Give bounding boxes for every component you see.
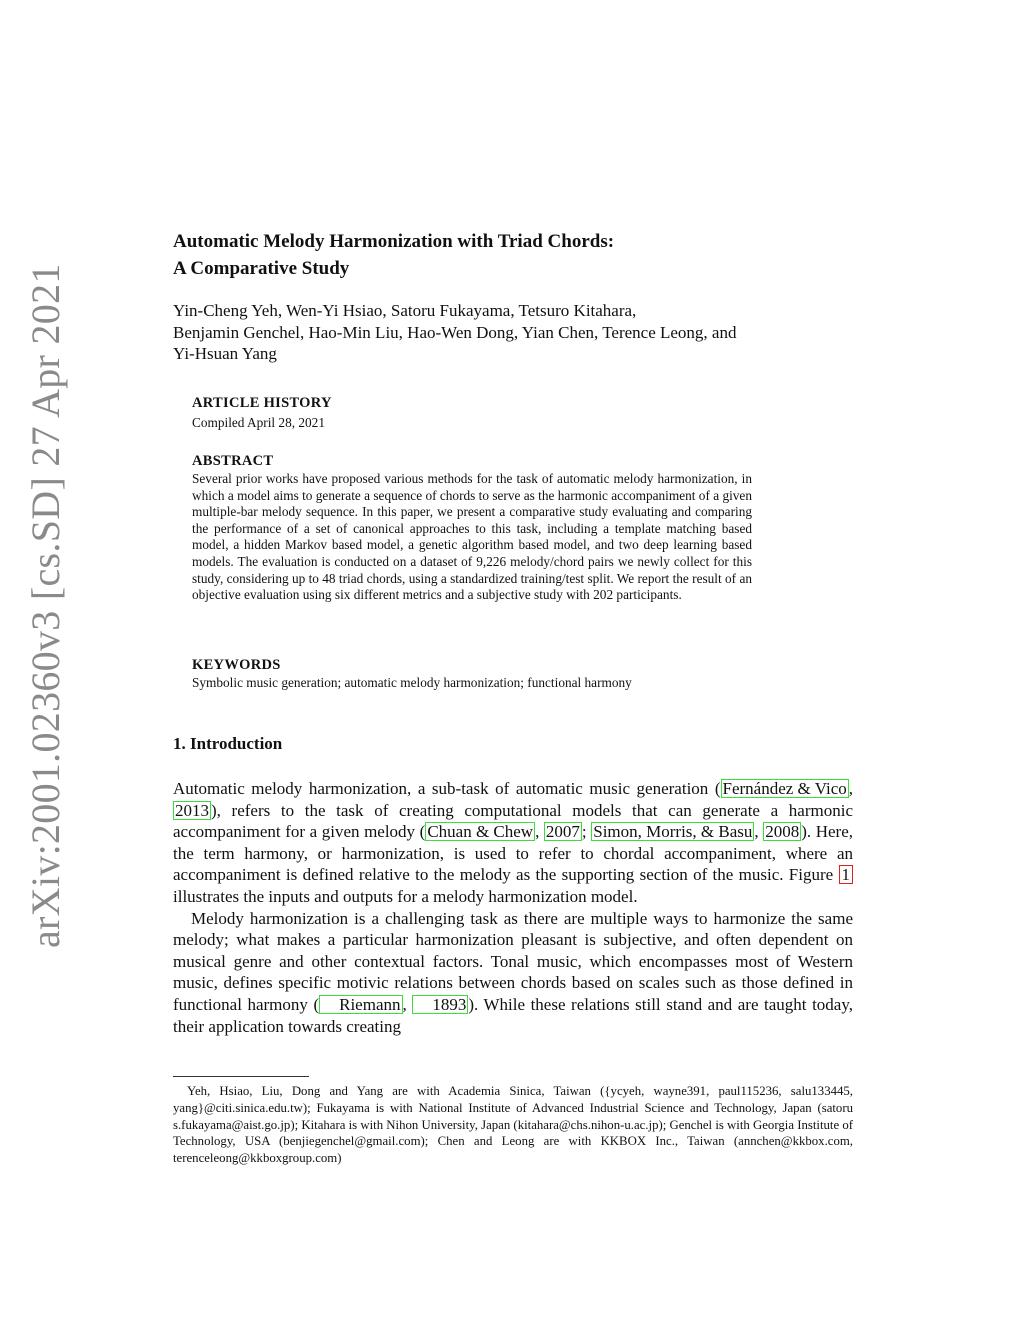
footnote-divider [173,1076,309,1077]
figure-link[interactable]: 1 [839,865,854,884]
text-run: , [535,822,544,842]
author-affiliation-footnote: Yeh, Hsiao, Liu, Dong and Yang are with Academia Sinica, Taiwan ({ycyeh, wayne391, paul115236, salu133445, yang}@citi.sinica.edu.tw); Fukayama is with National Institute of Advanced Industrial Science and Technology, Japan (satoru s.fukayama@aist.go.jp); Kitahara is with Nihon University, Japan (kitahara@chs.nihon-u.ac.jp); Genchel is with Georgia Institute of Technology, USA (benjiegenchel@gmail.com); Chen and Leong are with KKBOX Inc., Taiwan (annchen@kkbox.com, terenceleong@kkboxgroup.com) [173,1084,853,1166]
citation-link[interactable]: Riemann [319,995,402,1014]
introduction-heading: 1. Introduction [173,734,283,753]
intro-paragraph-1 [173,778,853,908]
keywords-heading: KEYWORDS [192,657,281,673]
authors-line-3: Yi-Hsuan Yang [173,344,277,363]
citation-link[interactable]: 2007 [545,822,580,842]
citation-link[interactable]: Chuan & Chew [427,822,534,842]
abstract-text: Several prior works have proposed various methods for the task of automatic melody harmonization, in which a model aims to generate a sequence of chords to serve as the harmonic accompaniment of a given multiple-bar melody sequence. In this paper, we present a comparative study evaluating and comparing the performance of a set of canonical approaches to this task, including a template matching based model, a hidden Markov based model, a genetic algorithm based model, and two deep learning based models. The evaluation is conducted on a dataset of 9,226 melody/chord pairs we newly collect for this study, considering up to 48 triad chords, using a standardized training/test split. We report the result of an objective evaluation using six different metrics and a subjective study with 202 participants. [192,471,752,603]
keywords-text: Symbolic music generation; automatic melody harmonization; functional harmony [192,675,632,690]
text-run: Melody harmonization is a challenging task as there are multiple ways to harmonize the same melody; what makes a particular harmonization pleasant is subjective, and often dependent on musical genre and other contextual factors. Tonal music, which encompasses most of Western music, defines specific motivic relations between chords based on scales such as those defined in functional harmony ( [173,908,853,1014]
text-run: , [754,822,764,842]
text-run: ). While these relations still stand and are taught today, their application towards creating [173,994,854,1036]
citation-link[interactable]: Simon, Morris, & Basu [593,822,753,842]
intro-paragraph-2 [173,908,853,1038]
text-run: ). Here, the term harmony, or harmonization, is used to refer to chordal accompaniment, where an accompaniment is defined relative to the melody as the supporting section of the music. Figure [173,822,853,885]
authors-line-2: Benjamin Genchel, Hao-Min Liu, Hao-Wen Dong, Yian Chen, Terence Leong, and [173,322,737,342]
text-run: Automatic melody harmonization, a sub-task of automatic music generation ( [173,779,721,798]
paper-title [173,228,873,282]
compiled-date: Compiled April 28, 2021 [192,415,325,430]
citation-link[interactable]: Fernández & Vico [722,779,847,798]
citation-link[interactable]: 1893 [412,995,468,1014]
citation-link[interactable]: 2008 [765,822,800,842]
abstract-heading: ABSTRACT [192,453,274,469]
authors-line-1: Yin-Cheng Yeh, Wen-Yi Hsiao, Satoru Fukayama, Tetsuro Kitahara, [173,301,637,320]
text-run: , [402,994,413,1014]
article-history-heading: ARTICLE HISTORY [192,395,332,411]
text-run: illustrates the inputs and outputs for a melody harmonization model. [173,886,638,906]
text-run: ; [581,822,592,842]
text-run: ), refers to the task of creating computational models that can generate a harmonic accompaniment for a given melody ( [173,800,853,842]
title-line-2: A Comparative Study [173,258,350,279]
text-run: , [848,779,853,798]
author-list [173,300,863,365]
arxiv-identifier: arXiv:2001.02360v3 [cs.SD] 27 Apr 2021 [23,263,68,948]
title-line-1: Automatic Melody Harmonization with Triad Chords: [173,231,615,252]
citation-link[interactable]: 2013 [175,800,209,820]
introduction-body [173,778,853,1037]
